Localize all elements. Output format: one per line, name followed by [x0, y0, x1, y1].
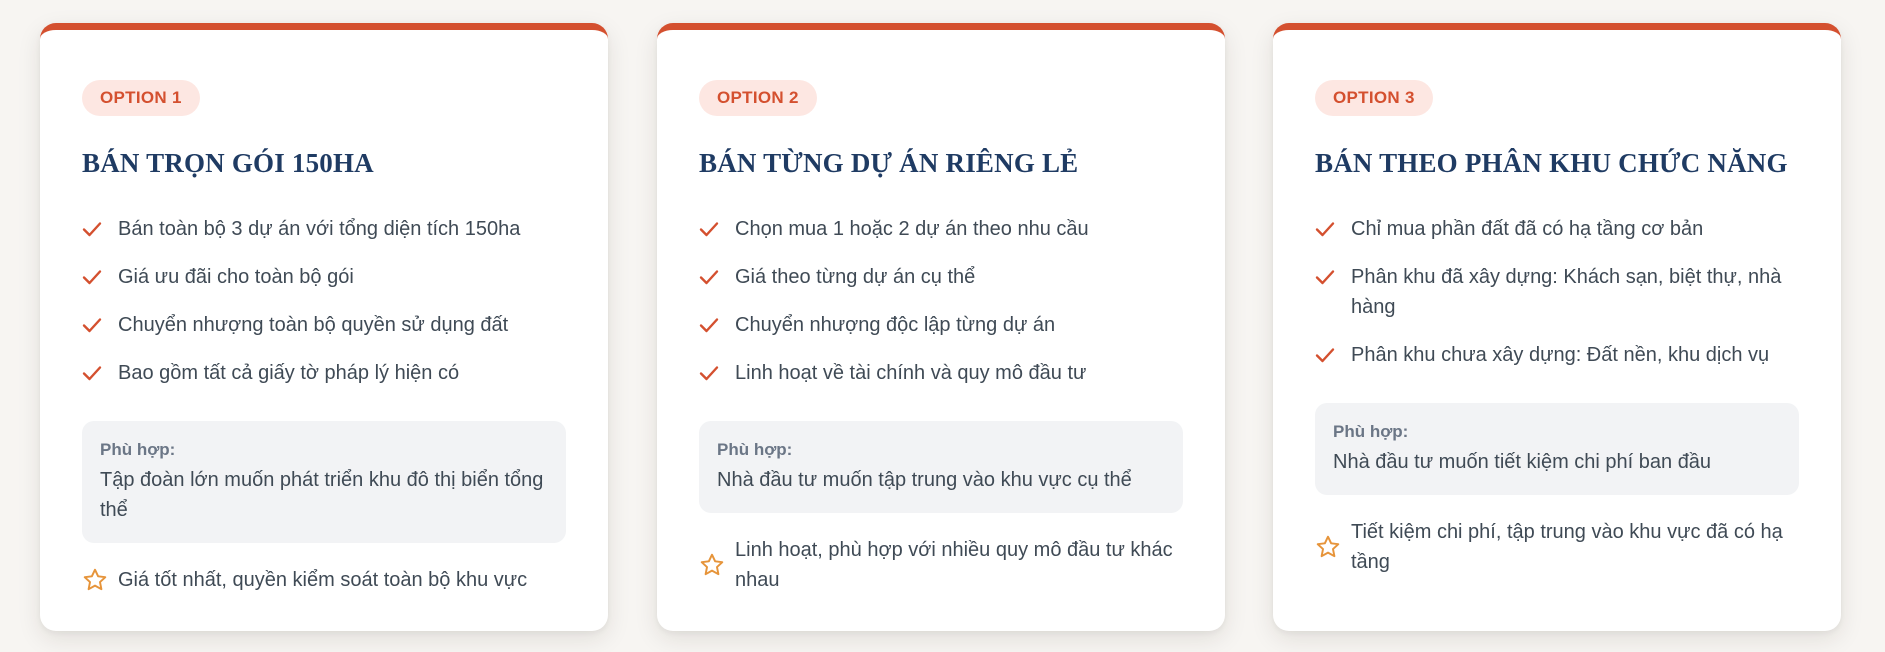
- feature-text: Chuyển nhượng toàn bộ quyền sử dụng đất: [118, 314, 509, 336]
- option-badge: OPTION 1: [82, 80, 200, 116]
- highlight: [699, 535, 1183, 595]
- suitability-box: [699, 421, 1183, 513]
- feature-item: [699, 358, 1183, 388]
- highlight: [1315, 517, 1799, 577]
- feature-item: [82, 310, 566, 340]
- suitability-label: Phù hợp:: [1333, 422, 1409, 441]
- feature-list: [1315, 214, 1799, 370]
- feature-text: Phân khu chưa xây dựng: Đất nền, khu dịch vụ: [1351, 344, 1770, 366]
- option-card-2: [657, 23, 1225, 631]
- star-icon: [1315, 534, 1341, 560]
- suitability-box: [1315, 403, 1799, 495]
- option-card-1: [40, 23, 608, 631]
- suitability-label: Phù hợp:: [100, 440, 176, 459]
- option-badge: OPTION 3: [1315, 80, 1433, 116]
- check-icon: [82, 358, 104, 388]
- suitability-text: Nhà đầu tư muốn tập trung vào khu vực cụ thể: [717, 469, 1132, 491]
- suitability-label: Phù hợp:: [717, 440, 793, 459]
- feature-text: Chỉ mua phần đất đã có hạ tầng cơ bản: [1351, 218, 1704, 240]
- star-icon: [82, 567, 108, 593]
- check-icon: [82, 310, 104, 340]
- option-card-3: [1273, 23, 1841, 631]
- option-title: BÁN TRỌN GÓI 150HA: [82, 148, 374, 178]
- feature-item: [699, 262, 1183, 292]
- check-icon: [699, 214, 721, 244]
- suitability-box: [82, 421, 566, 543]
- feature-text: Phân khu đã xây dựng: Khách sạn, biệt thự, nhà hàng: [1351, 266, 1782, 318]
- highlight-text: Tiết kiệm chi phí, tập trung vào khu vực đã có hạ tầng: [1351, 521, 1783, 573]
- feature-list: [82, 214, 566, 388]
- suitability-text: Nhà đầu tư muốn tiết kiệm chi phí ban đầu: [1333, 451, 1712, 473]
- feature-item: [699, 214, 1183, 244]
- check-icon: [1315, 340, 1337, 370]
- feature-text: Bán toàn bộ 3 dự án với tổng diện tích 150ha: [118, 218, 521, 240]
- check-icon: [699, 262, 721, 292]
- feature-item: [1315, 340, 1799, 370]
- option-title: BÁN THEO PHÂN KHU CHỨC NĂNG: [1315, 148, 1788, 178]
- feature-item: [82, 262, 566, 292]
- feature-list: [699, 214, 1183, 388]
- option-title: BÁN TỪNG DỰ ÁN RIÊNG LẺ: [699, 148, 1079, 178]
- feature-text: Chuyển nhượng độc lập từng dự án: [735, 314, 1056, 336]
- feature-text: Bao gồm tất cả giấy tờ pháp lý hiện có: [118, 362, 460, 384]
- check-icon: [1315, 214, 1337, 244]
- highlight-text: Giá tốt nhất, quyền kiểm soát toàn bộ khu vực: [118, 569, 528, 591]
- feature-item: [82, 358, 566, 388]
- check-icon: [82, 262, 104, 292]
- feature-text: Giá theo từng dự án cụ thể: [735, 266, 976, 288]
- suitability-text: Tập đoàn lớn muốn phát triển khu đô thị biển tổng thể: [100, 469, 544, 521]
- check-icon: [699, 310, 721, 340]
- feature-text: Linh hoạt về tài chính và quy mô đầu tư: [735, 362, 1087, 384]
- feature-item: [82, 214, 566, 244]
- highlight: [82, 565, 566, 595]
- check-icon: [1315, 262, 1337, 292]
- feature-item: [699, 310, 1183, 340]
- check-icon: [82, 214, 104, 244]
- feature-text: Giá ưu đãi cho toàn bộ gói: [118, 266, 354, 288]
- feature-text: Chọn mua 1 hoặc 2 dự án theo nhu cầu: [735, 218, 1089, 240]
- star-icon: [699, 552, 725, 578]
- check-icon: [699, 358, 721, 388]
- feature-item: [1315, 214, 1799, 244]
- option-badge: OPTION 2: [699, 80, 817, 116]
- highlight-text: Linh hoạt, phù hợp với nhiều quy mô đầu tư khác nhau: [735, 539, 1173, 591]
- feature-item: [1315, 262, 1799, 322]
